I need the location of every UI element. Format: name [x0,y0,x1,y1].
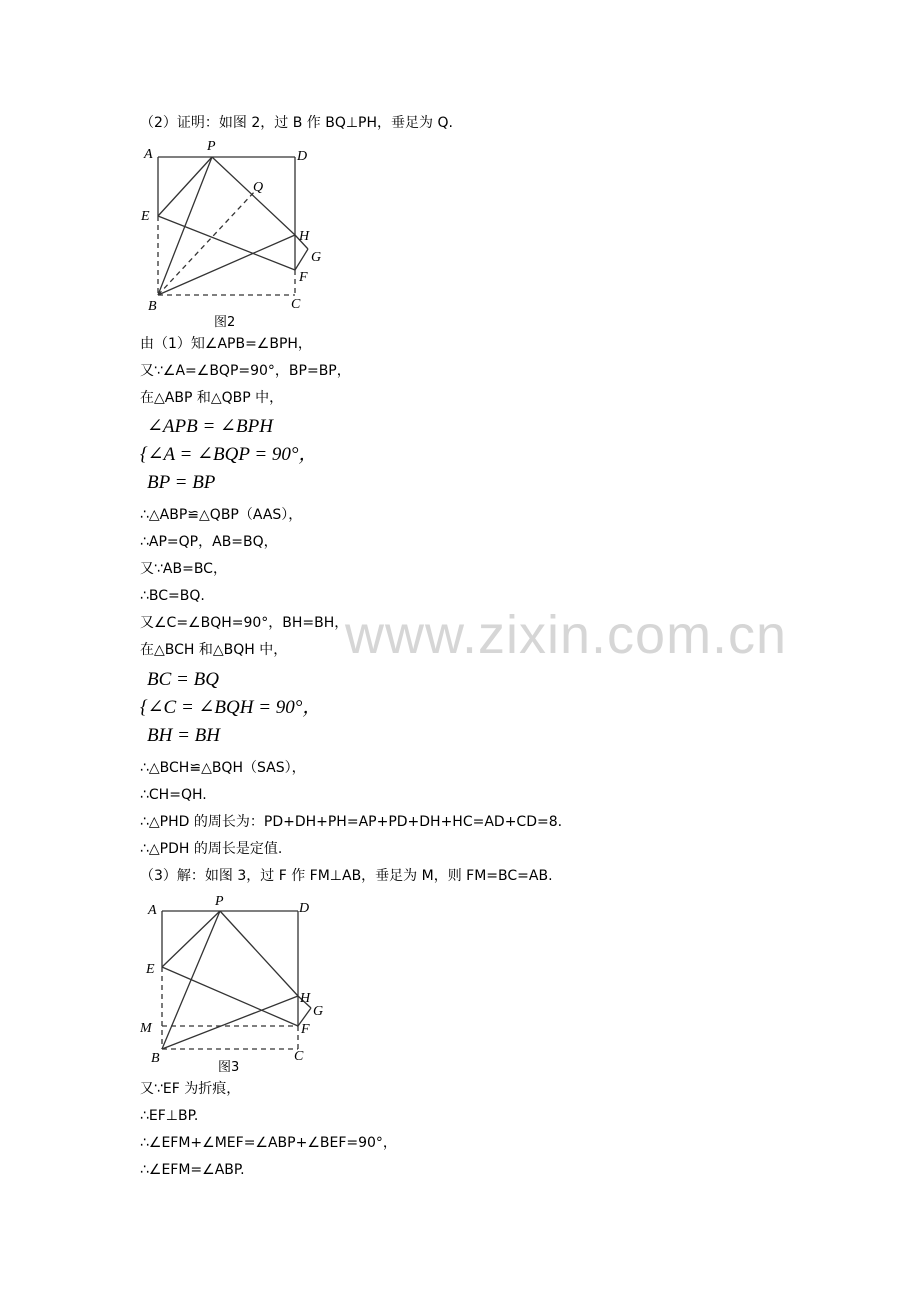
text-line: 在△BCH 和△BQH 中， [140,642,288,658]
text-line: ∴△BCH≌△BQH（SAS）， [140,760,306,776]
label-f: F [301,1022,310,1037]
text-line: 又∵∠A=∠BQP=90°，BP=BP， [140,363,351,379]
label-h: H [299,229,310,244]
label-f: F [299,270,308,285]
label-a: A [144,147,153,162]
label-b: B [151,1051,160,1066]
figure-2-caption: 图2 [214,315,236,330]
text-line: （3）解：如图 3，过 F 作 FM⊥AB，垂足为 M，则 FM=BC=AB. [140,868,553,884]
label-a: A [148,903,157,918]
label-d: D [299,901,310,916]
text-line: 又∵AB=BC， [140,561,227,577]
text-line: 又∠C=∠BQH=90°，BH=BH， [140,615,349,631]
label-e: E [141,209,150,224]
math-line: ∠APB = ∠BPH [147,416,273,437]
math-line: BC = BQ [147,669,219,690]
figure-3 [140,892,340,1072]
label-h: H [300,991,311,1006]
text-line: ∴EF⊥BP. [140,1108,199,1124]
text-line: （2）证明：如图 2，过 B 作 BQ⊥PH，垂足为 Q. [140,115,453,131]
label-m: M [140,1021,152,1036]
figure-2 [140,138,340,330]
math-line: {∠A = ∠BQP = 90°， [140,444,318,465]
watermark: www.zixin.com.cn [345,605,788,665]
label-c: C [294,1049,304,1064]
label-q: Q [253,180,264,195]
label-g: G [311,250,322,265]
math-line: {∠C = ∠BQH = 90°， [140,697,322,718]
text-line: ∴AP=QP，AB=BQ， [140,534,278,550]
math-line: BP = BP [147,472,216,493]
text-line: ∴∠EFM+∠MEF=∠ABP+∠BEF=90°， [140,1135,397,1151]
label-p: P [215,894,224,909]
math-line: BH = BH [147,725,220,746]
label-g: G [313,1004,324,1019]
text-line: 在△ABP 和△QBP 中， [140,390,284,406]
text-line: ∴∠EFM=∠ABP. [140,1162,245,1178]
text-line: ∴BC=BQ. [140,588,205,604]
figure-3-caption: 图3 [218,1060,240,1072]
text-line: ∴△ABP≌△QBP（AAS）， [140,507,303,523]
label-d: D [297,149,308,164]
text-line: 由（1）知∠APB=∠BPH， [140,336,312,352]
text-line: 又∵EF 为折痕， [140,1081,241,1097]
text-line: ∴△PHD 的周长为：PD+DH+PH=AP+PD+DH+HC=AD+CD=8. [140,814,563,830]
label-e: E [146,962,155,977]
label-b: B [148,299,157,314]
text-line: ∴CH=QH. [140,787,207,803]
text-line: ∴△PDH 的周长是定值. [140,841,283,857]
label-c: C [291,297,301,312]
label-p: P [207,139,216,154]
